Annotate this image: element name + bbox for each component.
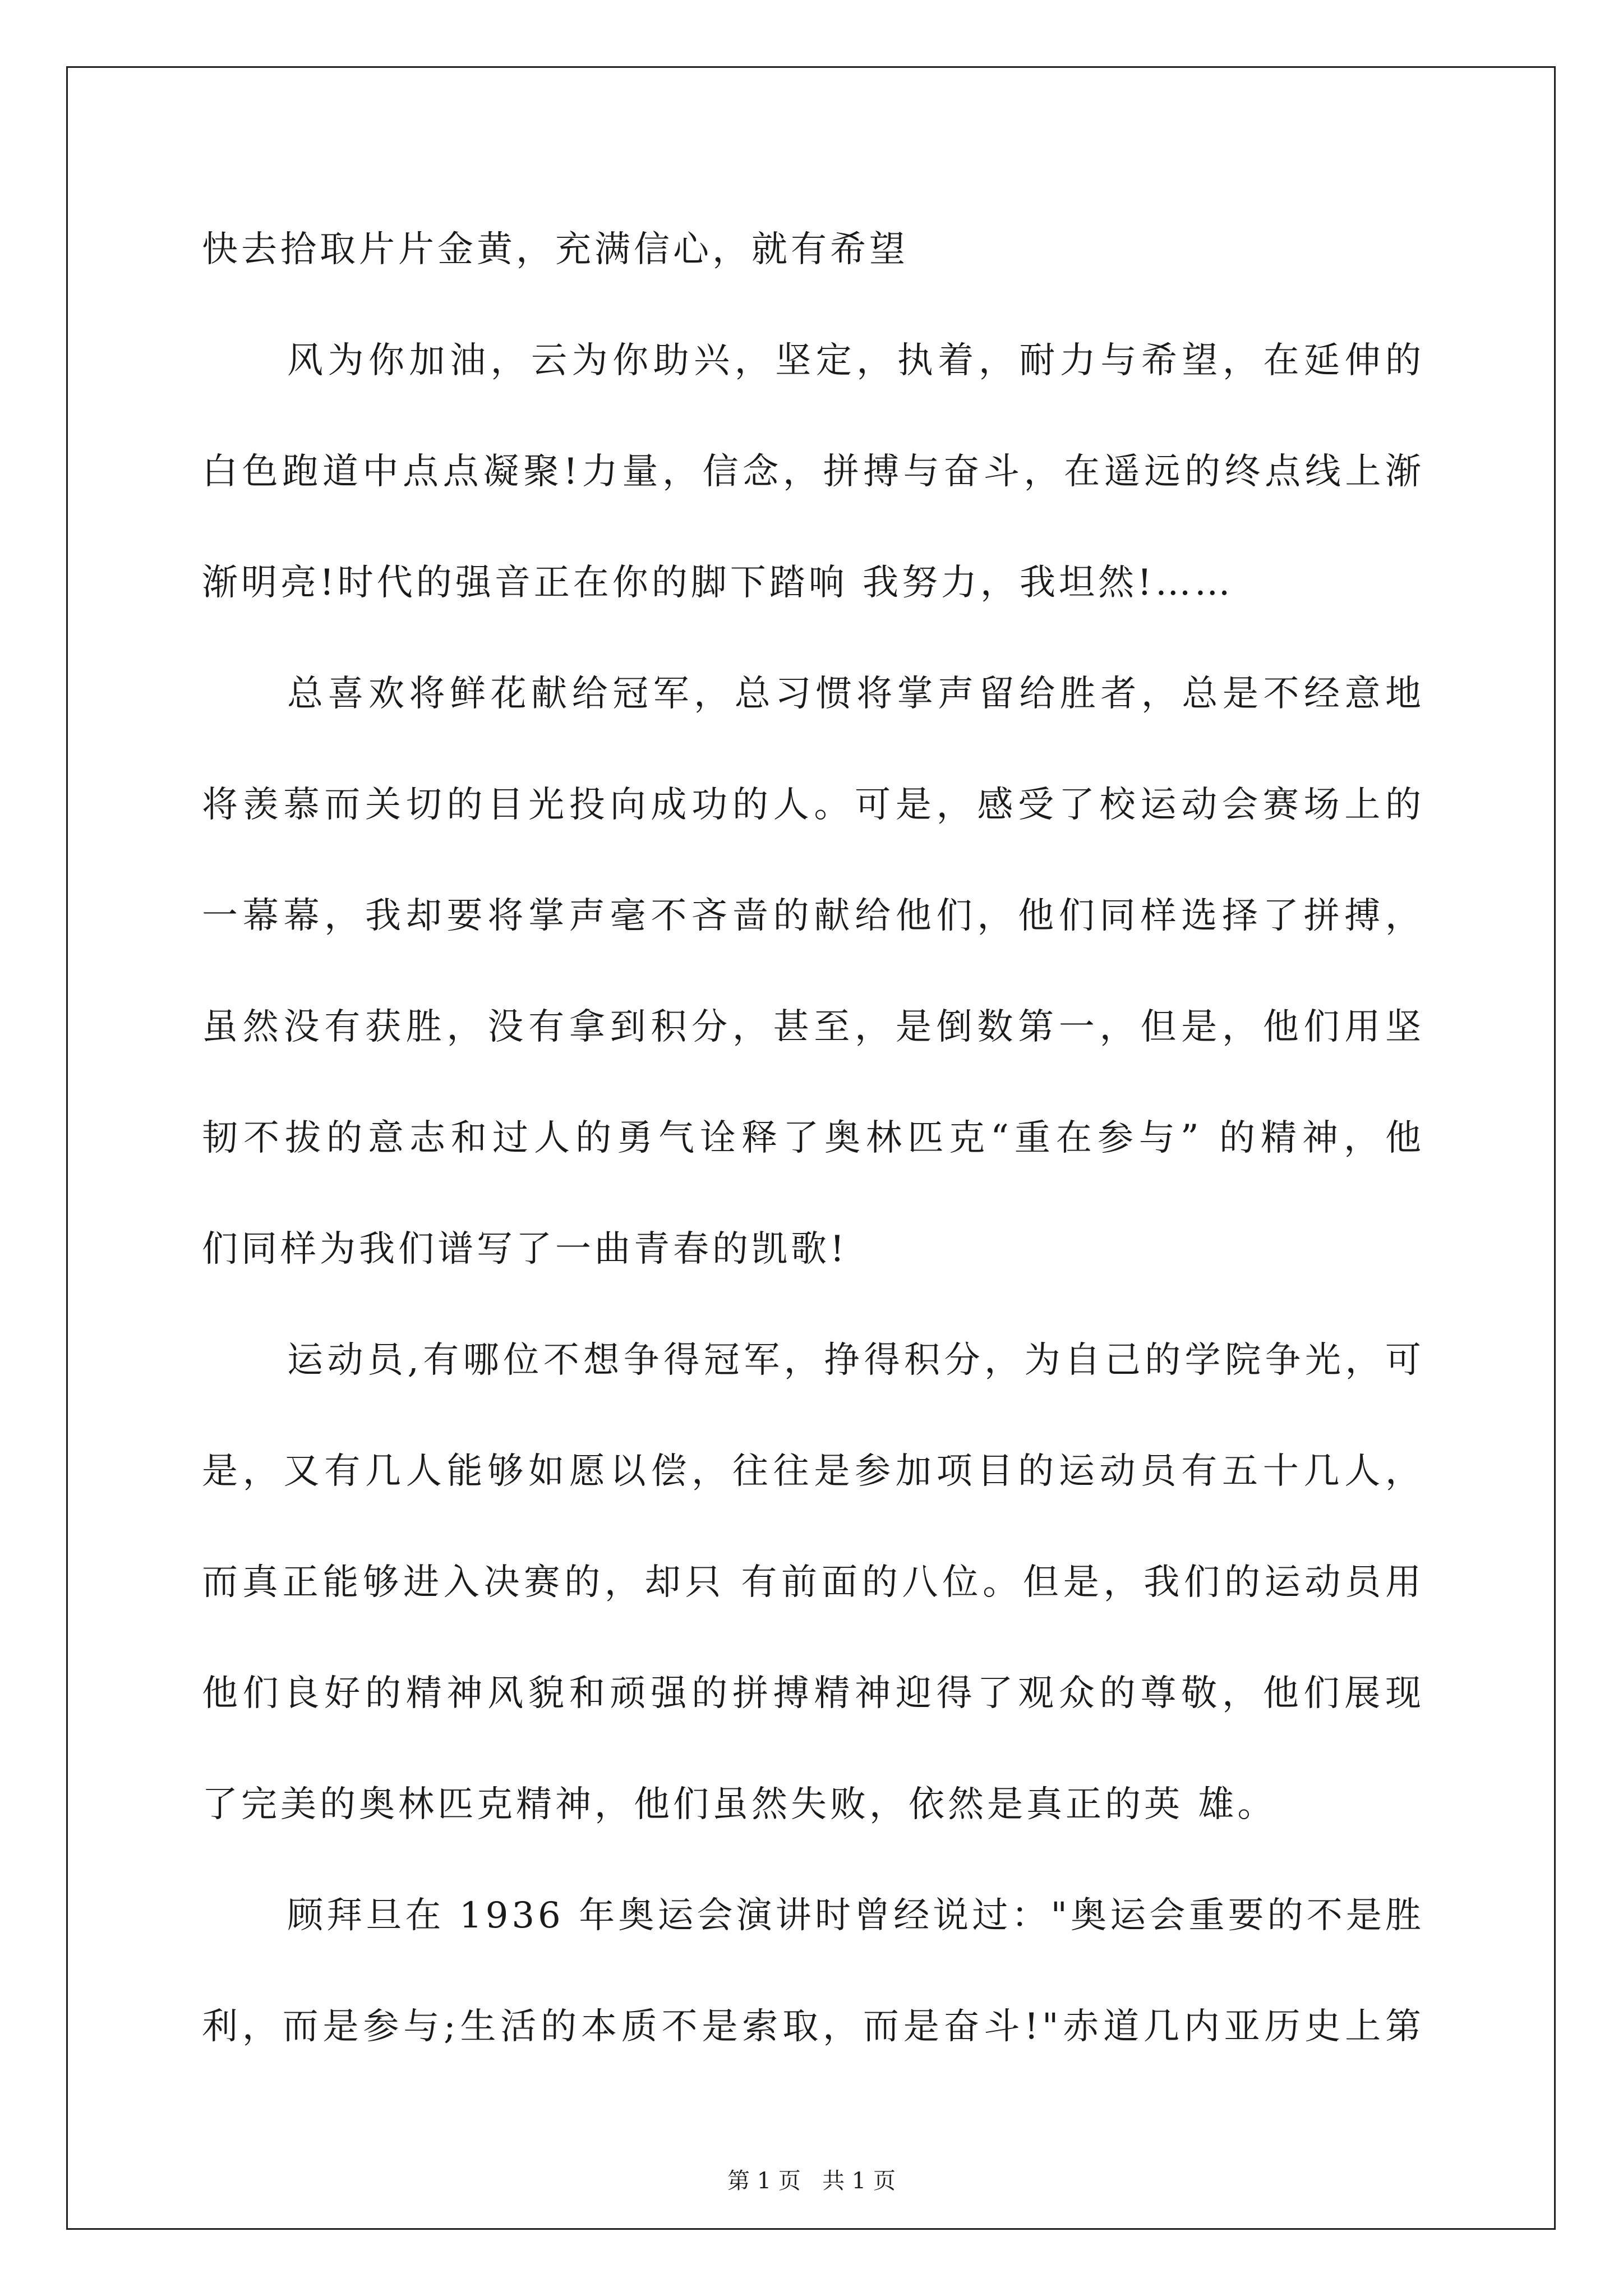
- text-line: 白色跑道中点点凝聚!力量，信念，拼搏与奋斗，在遥远的终点线上渐: [202, 451, 1424, 493]
- text-line: 他们良好的精神风貌和顽强的拼搏精神迎得了观众的尊敬，他们展现: [202, 1673, 1424, 1714]
- text-line: 而真正能够进入决赛的，却只 有前面的八位。但是，我们的运动员用: [202, 1562, 1424, 1603]
- text-line: 是，又有几人能够如愿以偿，往往是参加项目的运动员有五十几人，: [202, 1451, 1424, 1492]
- paragraph-first-line: 顾拜旦在 1936 年奥运会演讲时曾经说过："奥运会重要的不是胜: [287, 1895, 1424, 1936]
- paragraph-first-line: 运动员,有哪位不想争得冠军，挣得积分，为自己的学院争光，可: [287, 1340, 1424, 1381]
- text-line: 利，而是参与;生活的本质不是索取，而是奋斗!"赤道几内亚历史上第: [202, 2006, 1424, 2047]
- paragraph-first-line: 风为你加油，云为你助兴，坚定，执着，耐力与希望，在延伸的: [287, 340, 1424, 381]
- text-line: 快去拾取片片金黄，充满信心，就有希望: [202, 229, 909, 270]
- page-footer: 第 1 页 共 1 页: [727, 2168, 896, 2194]
- text-line: 韧不拔的意志和过人的勇气诠释了奥林匹克“重在参与” 的精神，他: [202, 1117, 1424, 1159]
- text-line: 将羡慕而关切的目光投向成功的人。可是，感受了校运动会赛场上的: [202, 784, 1424, 826]
- text-line: 渐明亮!时代的强音正在你的脚下踏响 我努力，我坦然!……: [202, 562, 1234, 604]
- paragraph-first-line: 总喜欢将鲜花献给冠军，总习惯将掌声留给胜者，总是不经意地: [287, 673, 1424, 715]
- text-line: 们同样为我们谱写了一曲青春的凯歌!: [202, 1228, 848, 1270]
- text-line: 虽然没有获胜，没有拿到积分，甚至，是倒数第一，但是，他们用坚: [202, 1006, 1424, 1048]
- text-line: 了完美的奥林匹克精神，他们虽然失败，依然是真正的英 雄。: [202, 1784, 1277, 1825]
- document-body: [202, 208, 1424, 2096]
- text-line: 一幕幕，我却要将掌声毫不吝啬的献给他们，他们同样选择了拼搏，: [202, 895, 1424, 937]
